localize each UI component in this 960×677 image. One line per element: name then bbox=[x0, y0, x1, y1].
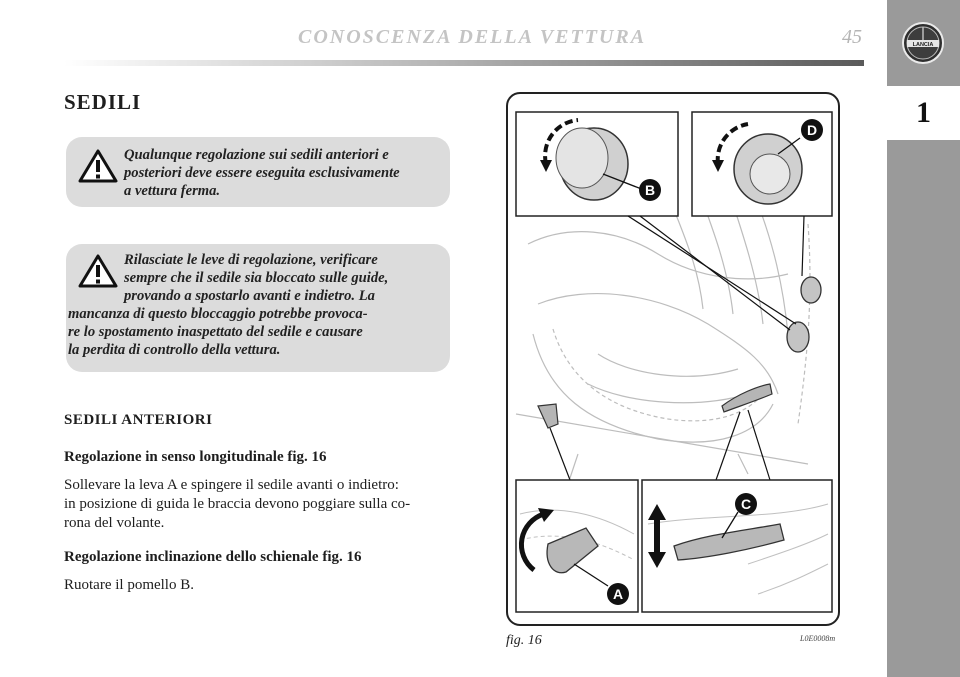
subheading: SEDILI ANTERIORI bbox=[64, 412, 213, 428]
figure-code: L0E0008m bbox=[800, 634, 836, 643]
running-header-title: CONOSCENZA DELLA VETTURA bbox=[298, 26, 647, 48]
warning-line: Rilasciate le leve di regolazione, verificare bbox=[124, 252, 378, 268]
paragraph-body bbox=[64, 476, 462, 533]
page-number: 45 bbox=[842, 26, 862, 48]
warning-text-1 bbox=[124, 146, 440, 200]
warning-line: sempre che il sedile sia bloccato sulle guide, bbox=[124, 270, 389, 286]
warning-line: re lo spostamento inaspettato del sedile e causare bbox=[68, 324, 363, 340]
paragraph-body bbox=[64, 576, 462, 595]
lancia-logo-icon bbox=[898, 20, 948, 66]
warning-line: mancanza di questo bloccaggio potrebbe provoca- bbox=[68, 306, 368, 322]
figure-16 bbox=[506, 92, 840, 626]
warning-triangle-icon bbox=[78, 149, 118, 183]
label-c: C bbox=[740, 496, 752, 512]
label-b: B bbox=[644, 182, 656, 198]
label-a: A bbox=[612, 586, 624, 602]
chapter-tab[interactable] bbox=[887, 86, 960, 140]
warning-line: a vettura ferma. bbox=[124, 183, 221, 199]
warning-box-2 bbox=[66, 244, 450, 372]
warning-line: provando a spostarlo avanti e indietro. La bbox=[124, 288, 375, 304]
paragraph-line: Ruotare il pomello B. bbox=[64, 577, 194, 593]
logo-text: LANCIA bbox=[912, 42, 934, 48]
chapter-number: 1 bbox=[916, 96, 931, 129]
warning-box-1 bbox=[66, 137, 450, 207]
paragraph-line: rona del volante. bbox=[64, 515, 165, 531]
paragraph-heading: Regolazione inclinazione dello schienale fig. 16 bbox=[64, 549, 362, 565]
section-title: SEDILI bbox=[64, 90, 142, 114]
label-d: D bbox=[806, 122, 818, 138]
warning-line: posteriori deve essere eseguita esclusivamente bbox=[124, 165, 400, 181]
figure-caption: fig. 16 bbox=[506, 633, 542, 648]
paragraph-line: Sollevare la leva A e spingere il sedile avanti o indietro: bbox=[64, 477, 399, 493]
seat-illustration bbox=[508, 94, 842, 628]
paragraph-heading: Regolazione in senso longitudinale fig. 16 bbox=[64, 449, 327, 465]
warning-text-2 bbox=[66, 251, 438, 359]
paragraph-line: in posizione di guida le braccia devono poggiare sulla co- bbox=[64, 496, 411, 512]
header-rule bbox=[64, 60, 864, 66]
warning-line: Qualunque regolazione sui sedili anteriori e bbox=[124, 147, 389, 163]
warning-line: la perdita di controllo della vettura. bbox=[68, 342, 281, 358]
